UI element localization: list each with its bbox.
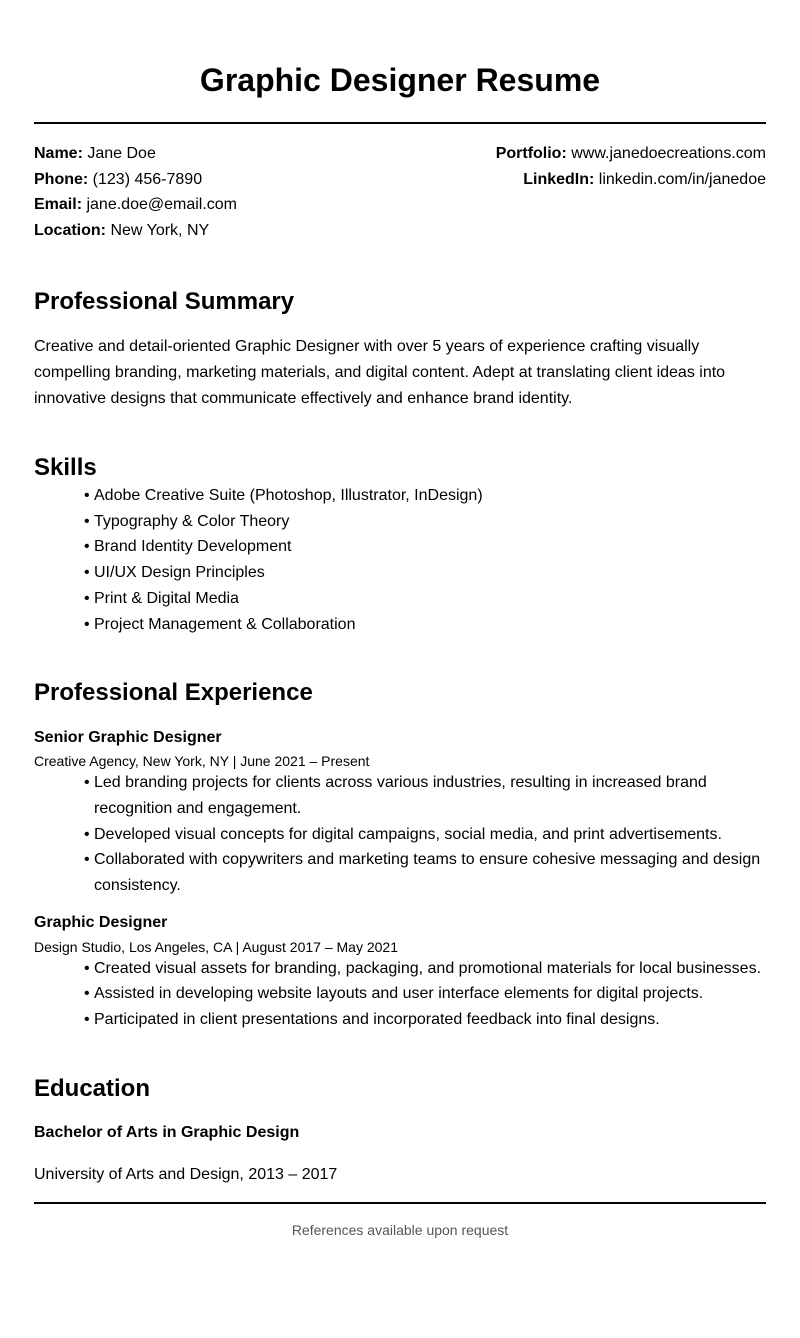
education-heading: Education: [34, 1074, 151, 1102]
skill-text: Brand Identity Development: [94, 538, 292, 556]
job-duty-text: Assisted in developing website layouts and user interface elements for digital projects.: [94, 985, 704, 1003]
job-duty-item: [84, 1007, 766, 1033]
job-duties-list: [34, 770, 766, 899]
bullet-icon: •: [84, 589, 90, 607]
bullet-icon: •: [84, 1011, 90, 1029]
contact-phone-label: Phone:: [34, 170, 89, 188]
resume-page: [34, 0, 766, 1239]
contact-location: [34, 218, 237, 244]
contact-name-label: Name:: [34, 145, 83, 162]
skill-text: Typography & Color Theory: [94, 512, 290, 530]
school-line: University of Arts and Design, 2013 – 2017: [34, 1165, 338, 1183]
bullet-icon: •: [84, 851, 90, 869]
bullet-icon: •: [84, 538, 90, 556]
contact-linkedin-label: LinkedIn:: [523, 170, 595, 188]
job-title: Graphic Designer: [34, 913, 168, 931]
job-duty-text: Led branding projects for clients across various industries, resulting in increased brand recognition and engagement.: [94, 774, 707, 817]
skill-item: [84, 483, 766, 509]
skill-text: Adobe Creative Suite (Photoshop, Illustrator, InDesign): [94, 487, 483, 504]
job-duty-text: Participated in client presentations and incorporated feedback into final designs.: [94, 1011, 660, 1029]
bullet-icon: •: [84, 487, 90, 504]
job-duty-item: [84, 847, 766, 898]
job-duty-item: [84, 956, 766, 982]
contact-portfolio: [496, 141, 766, 167]
resume-title: Graphic Designer Resume: [199, 62, 601, 98]
contact-portfolio-value: www.janedoecreations.com: [571, 145, 766, 162]
footer-note: References available upon request: [291, 1221, 509, 1238]
summary-heading: Professional Summary: [34, 288, 295, 315]
contact-portfolio-label: Portfolio:: [495, 145, 567, 162]
job-duties-list: [34, 956, 766, 1033]
bullet-icon: •: [84, 959, 90, 977]
contact-linkedin-value: linkedin.com/in/janedoe: [598, 170, 766, 188]
contact-name: [34, 141, 237, 167]
contact-left-column: [34, 141, 237, 243]
job-duty-text: Created visual assets for branding, packaging, and promotional materials for local businesses.: [94, 959, 762, 977]
summary-text: Creative and detail-oriented Graphic Designer with over 5 years of experience crafting visually compelling branding, marketing materials, and digital content. Adept at translating client ideas into innovative designs that communicate effectively and enhance brand identity.: [34, 338, 726, 407]
skill-item: [84, 509, 766, 535]
skill-item: [84, 586, 766, 612]
contact-linkedin: [496, 167, 766, 193]
job-duty-text: Developed visual concepts for digital campaigns, social media, and print advertisements.: [94, 825, 722, 843]
contact-phone-value: (123) 456-7890: [92, 170, 203, 188]
bullet-icon: •: [84, 825, 90, 843]
footer-divider: [34, 1202, 766, 1204]
job-duty-text: Collaborated with copywriters and marketing teams to ensure cohesive messaging and design consistency.: [94, 851, 761, 895]
skill-text: Print & Digital Media: [94, 589, 239, 607]
skill-item: [84, 560, 766, 586]
experience-heading: Professional Experience: [34, 679, 313, 707]
job-duty-item: [84, 822, 766, 848]
bullet-icon: •: [84, 774, 90, 792]
job-meta: Creative Agency, New York, NY | June 2021 – Present: [34, 753, 370, 770]
contact-phone: [34, 167, 237, 193]
skill-item: [84, 534, 766, 560]
contact-location-label: Location:: [34, 221, 106, 239]
contact-email-value: jane.doe@email.com: [86, 196, 238, 213]
contact-location-value: New York, NY: [110, 221, 210, 239]
degree-title: Bachelor of Arts in Graphic Design: [34, 1123, 300, 1141]
bullet-icon: •: [84, 564, 90, 582]
job-title: Senior Graphic Designer: [34, 729, 222, 747]
skills-list: [34, 483, 766, 637]
contact-email: [34, 192, 237, 218]
contact-email-label: Email:: [34, 196, 83, 213]
skills-heading: Skills: [34, 454, 97, 481]
contact-block: [34, 141, 766, 243]
bullet-icon: •: [84, 985, 90, 1003]
contact-name-value: Jane Doe: [87, 145, 156, 162]
bullet-icon: •: [84, 615, 90, 633]
skill-text: UI/UX Design Principles: [94, 564, 265, 582]
job-duty-item: [84, 981, 766, 1007]
bullet-icon: •: [84, 512, 90, 530]
job-duty-item: [84, 770, 766, 821]
skill-item: [84, 612, 766, 638]
header-divider: [34, 122, 766, 124]
job-meta: Design Studio, Los Angeles, CA | August 2017 – May 2021: [34, 938, 398, 955]
contact-right-column: [496, 141, 766, 243]
skill-text: Project Management & Collaboration: [94, 615, 356, 633]
